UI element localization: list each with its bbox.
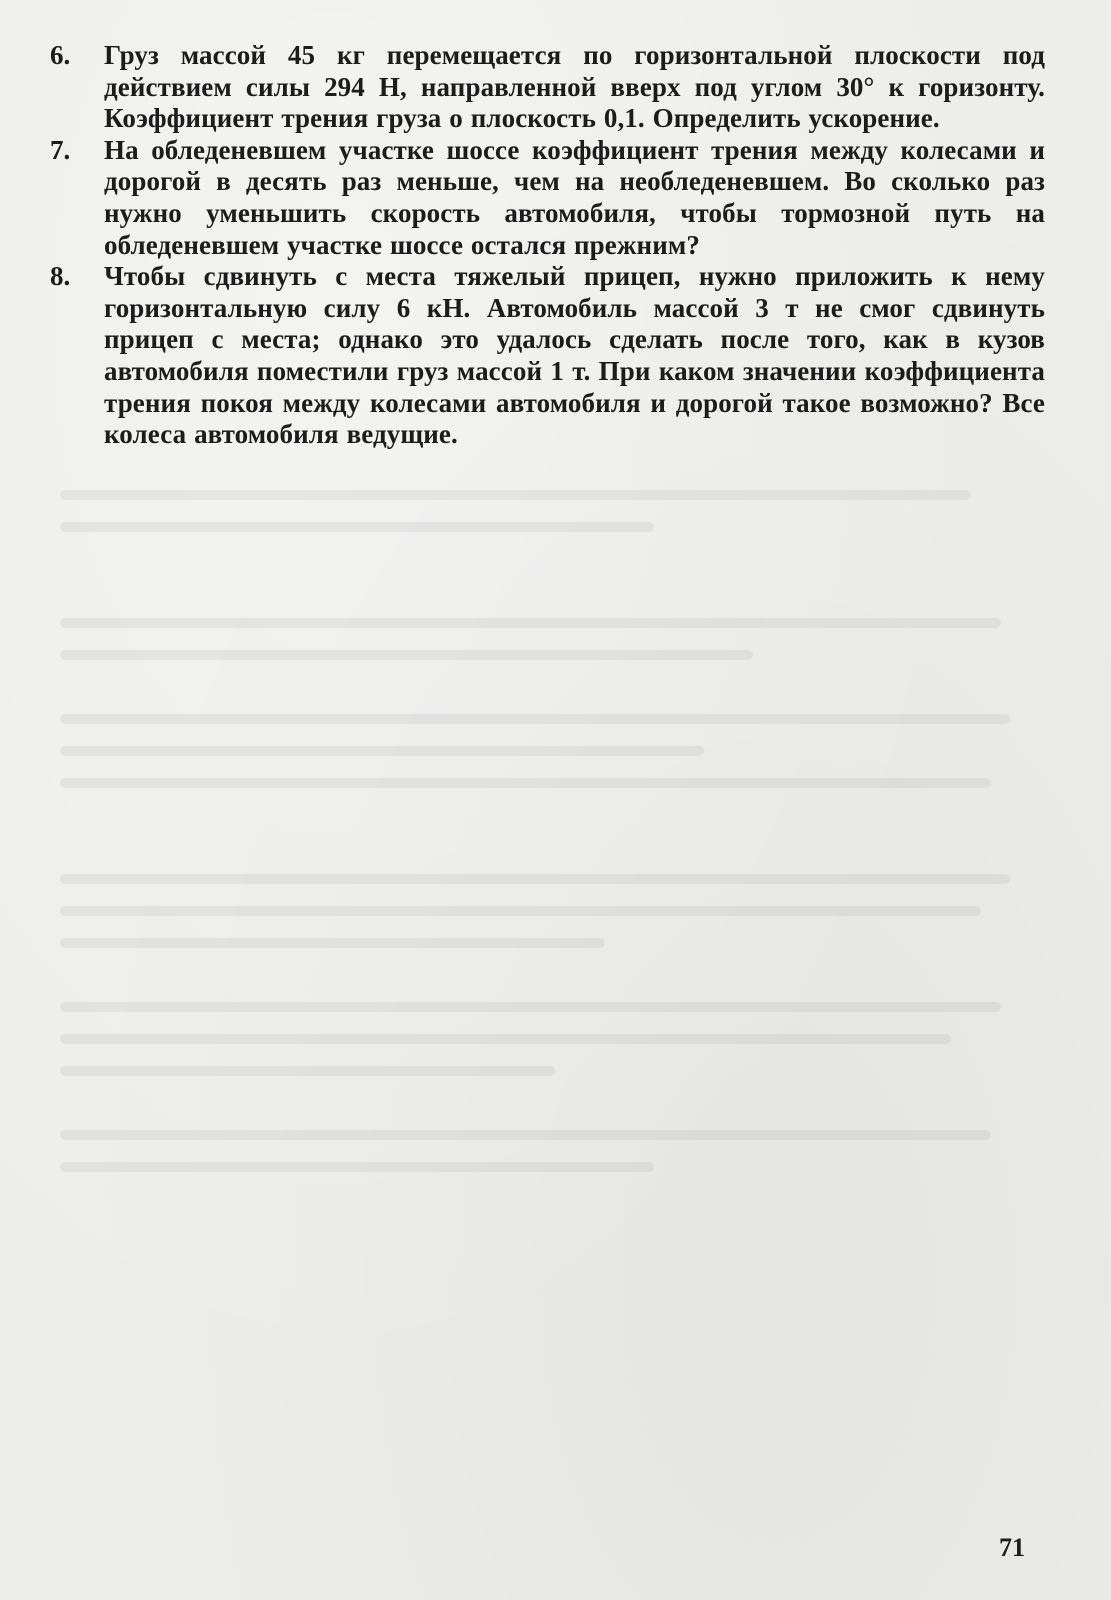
bleed-through-texture (60, 490, 1050, 1490)
page-number: 71 (999, 1533, 1025, 1562)
problem-number: 7. (50, 134, 71, 165)
problem-item (50, 261, 1045, 451)
problem-item (50, 40, 1045, 135)
problem-text: Груз массой 45 кг перемещается по горизонтальной плоскости под действием силы 294 Н, направленной вверх под углом 30° к горизонту. Коэффициент трения груза о плоскость 0,1. Определить ускорение. (104, 40, 1045, 134)
problem-item (50, 135, 1045, 261)
problem-list (50, 40, 1045, 451)
problem-number: 8. (50, 261, 71, 292)
problem-text: Чтобы сдвинуть с места тяжелый прицеп, нужно приложить к нему горизонтальную силу 6 кН. Автомобиль массой 3 т не смог сдвинуть прицеп с места; однако это удалось сделать после того, как в кузов автомобиля поместили груз массой 1 т. При каком значении коэффициента трения покоя между колесами автомобиля и дорогой такое возможно? Все колеса автомобиля ведущие. (104, 261, 1045, 450)
problem-number: 6. (50, 40, 71, 70)
problem-text: На обледеневшем участке шоссе коэффициент трения между колесами и дорогой в десять раз меньше, чем на необледеневшем. Во сколько раз нужно уменьшить скорость автомобиля, чтобы тормозной путь на обледеневшем участке шоссе остался прежним? (104, 134, 1045, 260)
